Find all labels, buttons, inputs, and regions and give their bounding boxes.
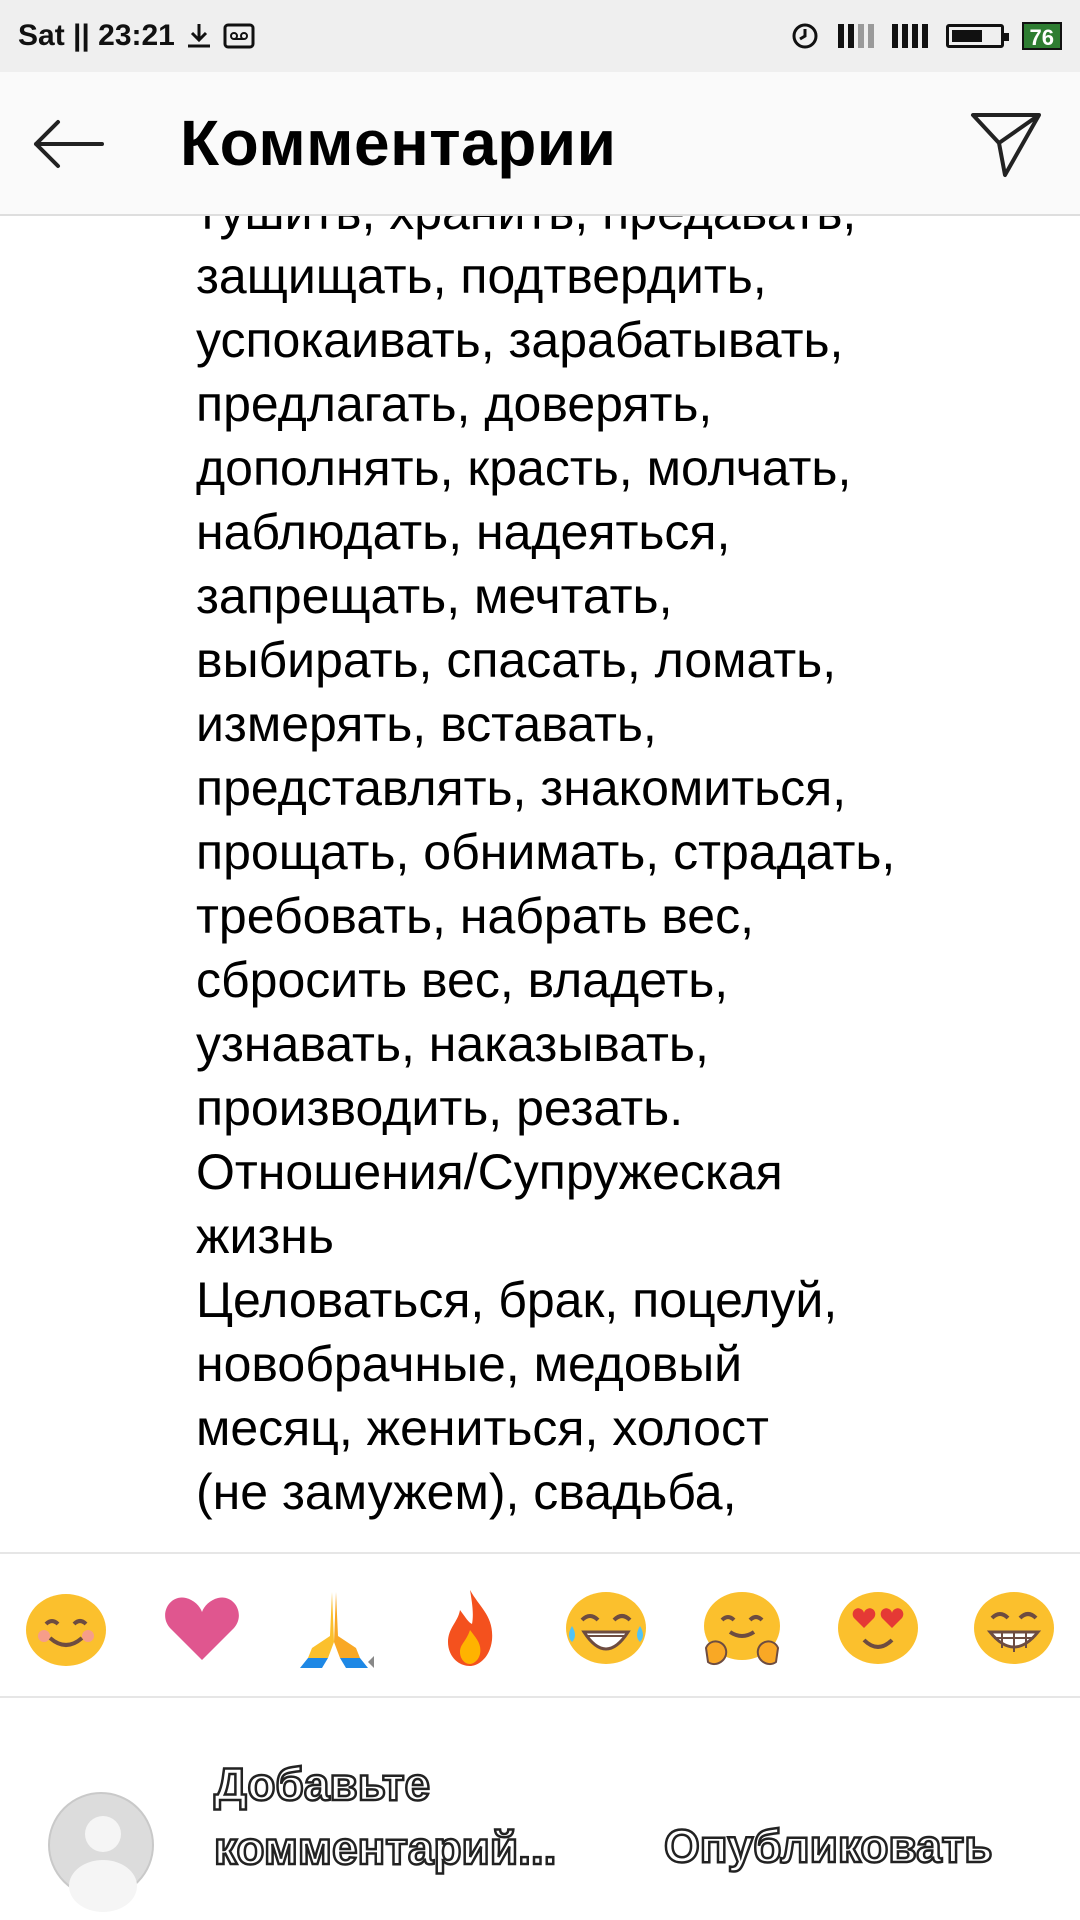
send-button[interactable]: [966, 104, 1046, 184]
publish-button[interactable]: Опубликовать: [664, 1820, 993, 1872]
heart-eyes-emoji[interactable]: [836, 1586, 920, 1670]
hugging-face-emoji[interactable]: [700, 1586, 784, 1670]
user-icon: [50, 1794, 156, 1900]
back-button[interactable]: [28, 108, 108, 180]
battery-icon: [946, 24, 1004, 48]
arrow-left-icon: [30, 118, 106, 170]
status-bar: [0, 0, 1080, 72]
status-right: [790, 14, 1062, 58]
battery-percent: 76: [1022, 22, 1062, 50]
folded-hands-emoji[interactable]: [292, 1586, 376, 1670]
page-title: Комментарии: [180, 107, 617, 179]
heart-emoji[interactable]: [160, 1586, 244, 1670]
emoji-bar: [0, 1552, 1080, 1698]
alarm-icon: [790, 21, 820, 51]
comment-text: защищать, подтвердить, успокаивать, зарабатывать, предлагать, доверять, дополнять, красть, молчать, наблюдать, надеяться, запрещать, мечтать, выбирать, спасать, ломать, измерять, вставать, представлять, знакомиться, прощать, обнимать, страдать, требовать, набрать вес, сбросить вес, владеть, узнавать, наказывать, производить, резать. Отношения/Супружеская жизнь Целоваться, брак, поцелуй, новобрачные, медовый месяц, жениться, холост (не замужем), свадьба,: [196, 248, 896, 1520]
signal-icon: [892, 24, 928, 48]
fire-emoji[interactable]: [428, 1586, 512, 1670]
send-icon: [969, 109, 1043, 179]
comments-list[interactable]: [0, 216, 1080, 1552]
comment-composer: [0, 1698, 1080, 1920]
signal-icon: [838, 24, 874, 48]
smiling-face-emoji[interactable]: [24, 1586, 108, 1670]
status-left: [18, 14, 255, 58]
tears-of-joy-emoji[interactable]: [564, 1586, 648, 1670]
header: [0, 72, 1080, 216]
day-time: Sat || 23:21: [18, 19, 175, 52]
grinning-face-emoji[interactable]: [972, 1586, 1056, 1670]
comment-input[interactable]: Добавьте комментарий...: [214, 1758, 557, 1874]
download-icon: [185, 21, 213, 51]
avatar: [48, 1792, 154, 1898]
voicemail-icon: [223, 22, 255, 50]
